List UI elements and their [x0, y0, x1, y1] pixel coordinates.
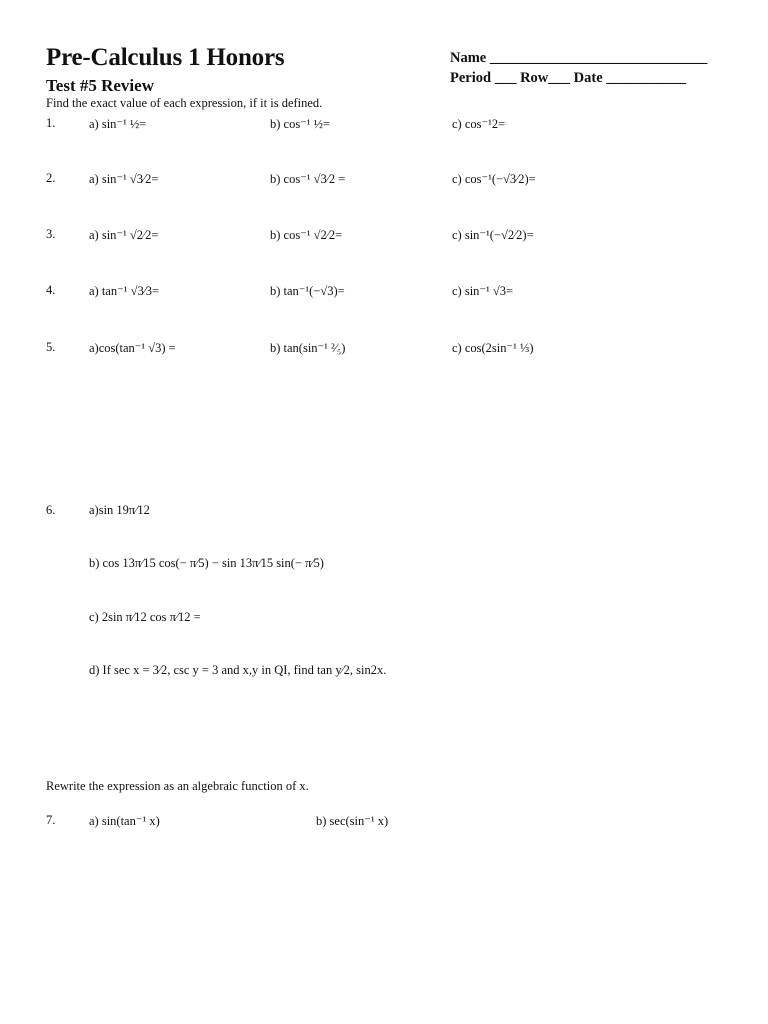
problem-7a: a) sin(tan⁻¹ x): [89, 814, 160, 828]
problem-3c: c) sin⁻¹(−√2⁄2)=: [452, 228, 534, 242]
problem-4c: c) sin⁻¹ √3=: [452, 284, 514, 298]
problem-6a: a)sin 19π⁄12: [89, 503, 150, 517]
page-title: Pre-Calculus 1 Honors: [46, 44, 285, 71]
problem-7b: b) sec(sin⁻¹ x): [316, 814, 389, 828]
problem-number: 5.: [46, 340, 56, 354]
problem-number: 6.: [46, 503, 56, 517]
problem-5a: a)cos(tan⁻¹ √3) =: [89, 341, 176, 355]
problem-3a: a) sin⁻¹ √2⁄2=: [89, 228, 159, 242]
problem-1c: c) cos⁻¹2=: [452, 117, 506, 131]
page-subtitle: Test #5 Review: [46, 76, 154, 95]
problem-1b: b) cos⁻¹ ½=: [270, 117, 331, 131]
problem-number: 7.: [46, 813, 56, 827]
problem-1a: a) sin⁻¹ ½=: [89, 117, 147, 131]
problem-6d: d) If sec x = 3⁄2, csc y = 3 and x,y in QI, find tan y⁄2, sin2x.: [89, 663, 387, 677]
section3-instructions: Rewrite the expression as an algebraic function of x.: [46, 779, 309, 793]
problem-6c: c) 2sin π⁄12 cos π⁄12 =: [89, 610, 201, 624]
problem-5b: b) tan(sin⁻¹ ²⁄₅): [270, 341, 346, 355]
section1-instructions: Find the exact value of each expression, if it is defined.: [46, 96, 323, 110]
problem-5c: c) cos(2sin⁻¹ ⅓): [452, 341, 534, 355]
problem-2c: c) cos⁻¹(−√3⁄2)=: [452, 172, 536, 186]
problem-2a: a) sin⁻¹ √3⁄2=: [89, 172, 159, 186]
problem-4b: b) tan⁻¹(−√3)=: [270, 284, 345, 298]
problem-number: 2.: [46, 171, 56, 185]
problem-number: 1.: [46, 116, 56, 130]
problem-3b: b) cos⁻¹ √2⁄2=: [270, 228, 343, 242]
problem-number: 4.: [46, 283, 56, 297]
problem-2b: b) cos⁻¹ √3⁄2 =: [270, 172, 346, 186]
problem-4a: a) tan⁻¹ √3⁄3=: [89, 284, 160, 298]
period-line: Period ___ Row___ Date ___________: [450, 70, 687, 86]
problem-number: 3.: [46, 227, 56, 241]
problem-6b: b) cos 13π⁄15 cos(− π⁄5) − sin 13π⁄15 sin(− π⁄5): [89, 556, 324, 570]
name-line: Name ______________________________: [450, 50, 708, 66]
